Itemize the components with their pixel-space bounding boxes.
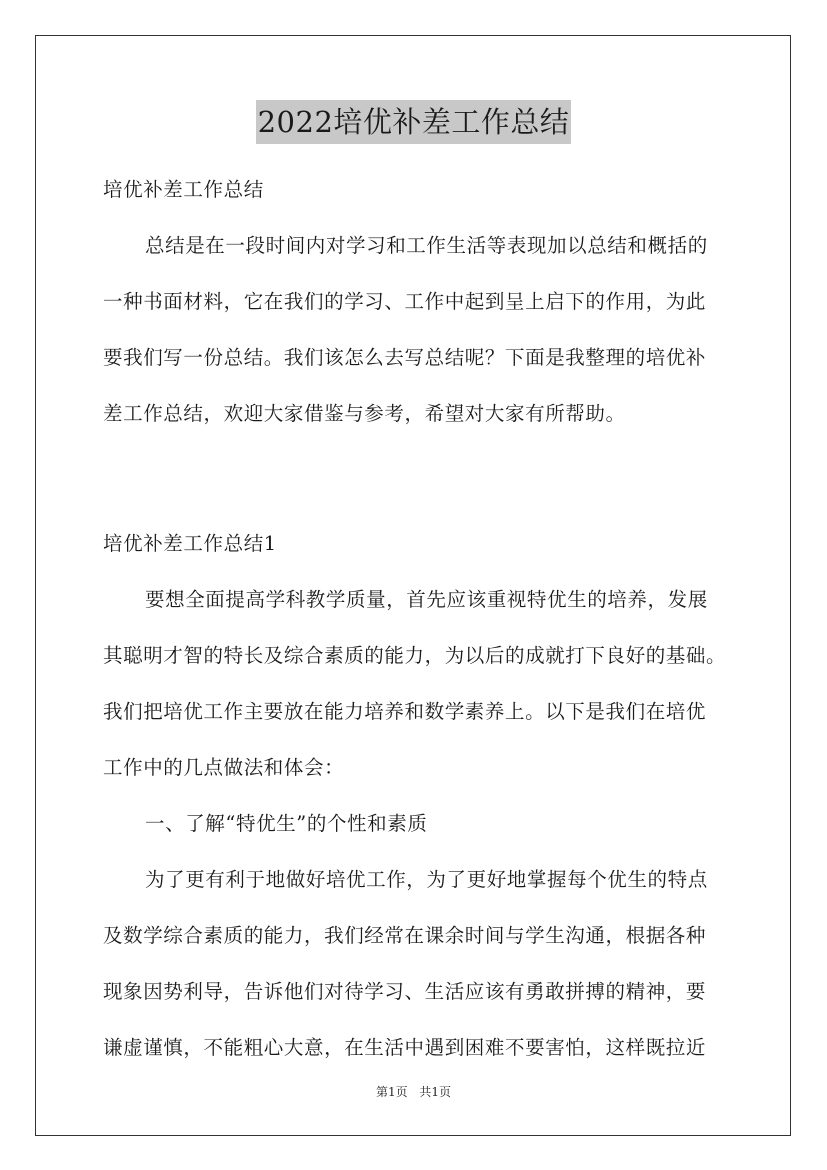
body-line: 总结是在一段时间内对学习和工作生活等表现加以总结和概括的	[145, 234, 708, 257]
body-line: 其聪明才智的特长及综合素质的能力，为以后的成就打下良好的基础。	[103, 644, 727, 667]
body-line: 一种书面材料，它在我们的学习、工作中起到呈上启下的作用，为此	[103, 290, 707, 313]
title-container	[0, 100, 827, 144]
body-line: 工作中的几点做法和体会：	[103, 756, 345, 779]
body-line: 差工作总结，欢迎大家借鉴与参考，希望对大家有所帮助。	[103, 402, 626, 425]
intro-heading: 培优补差工作总结	[103, 178, 264, 201]
spacer	[103, 442, 733, 498]
document-title: 2022培优补差工作总结	[256, 100, 572, 144]
section-heading: 培优补差工作总结1	[103, 532, 277, 555]
document-body	[103, 162, 733, 1076]
body-line: 我们把培优工作主要放在能力培养和数学素养上。以下是我们在培优	[103, 700, 707, 723]
spacer	[103, 498, 733, 516]
body-line: 要我们写一份总结。我们该怎么去写总结呢？下面是我整理的培优补	[103, 346, 707, 369]
body-line: 要想全面提高学科教学质量，首先应该重视特优生的培养，发展	[145, 588, 708, 611]
subsection-heading: 一、了解“特优生”的个性和素质	[145, 812, 428, 835]
body-line: 现象因势利导，告诉他们对待学习、生活应该有勇敢拼搏的精神，要	[103, 980, 707, 1003]
page-footer	[0, 1083, 827, 1100]
body-line: 及数学综合素质的能力，我们经常在课余时间与学生沟通，根据各种	[103, 924, 707, 947]
body-line: 谦虚谨慎，不能粗心大意，在生活中遇到困难不要害怕，这样既拉近	[103, 1036, 707, 1059]
body-line: 为了更有利于地做好培优工作，为了更好地掌握每个优生的特点	[145, 868, 708, 891]
page-number: 第1页	[375, 1085, 408, 1099]
page-total: 共1页	[419, 1085, 452, 1099]
